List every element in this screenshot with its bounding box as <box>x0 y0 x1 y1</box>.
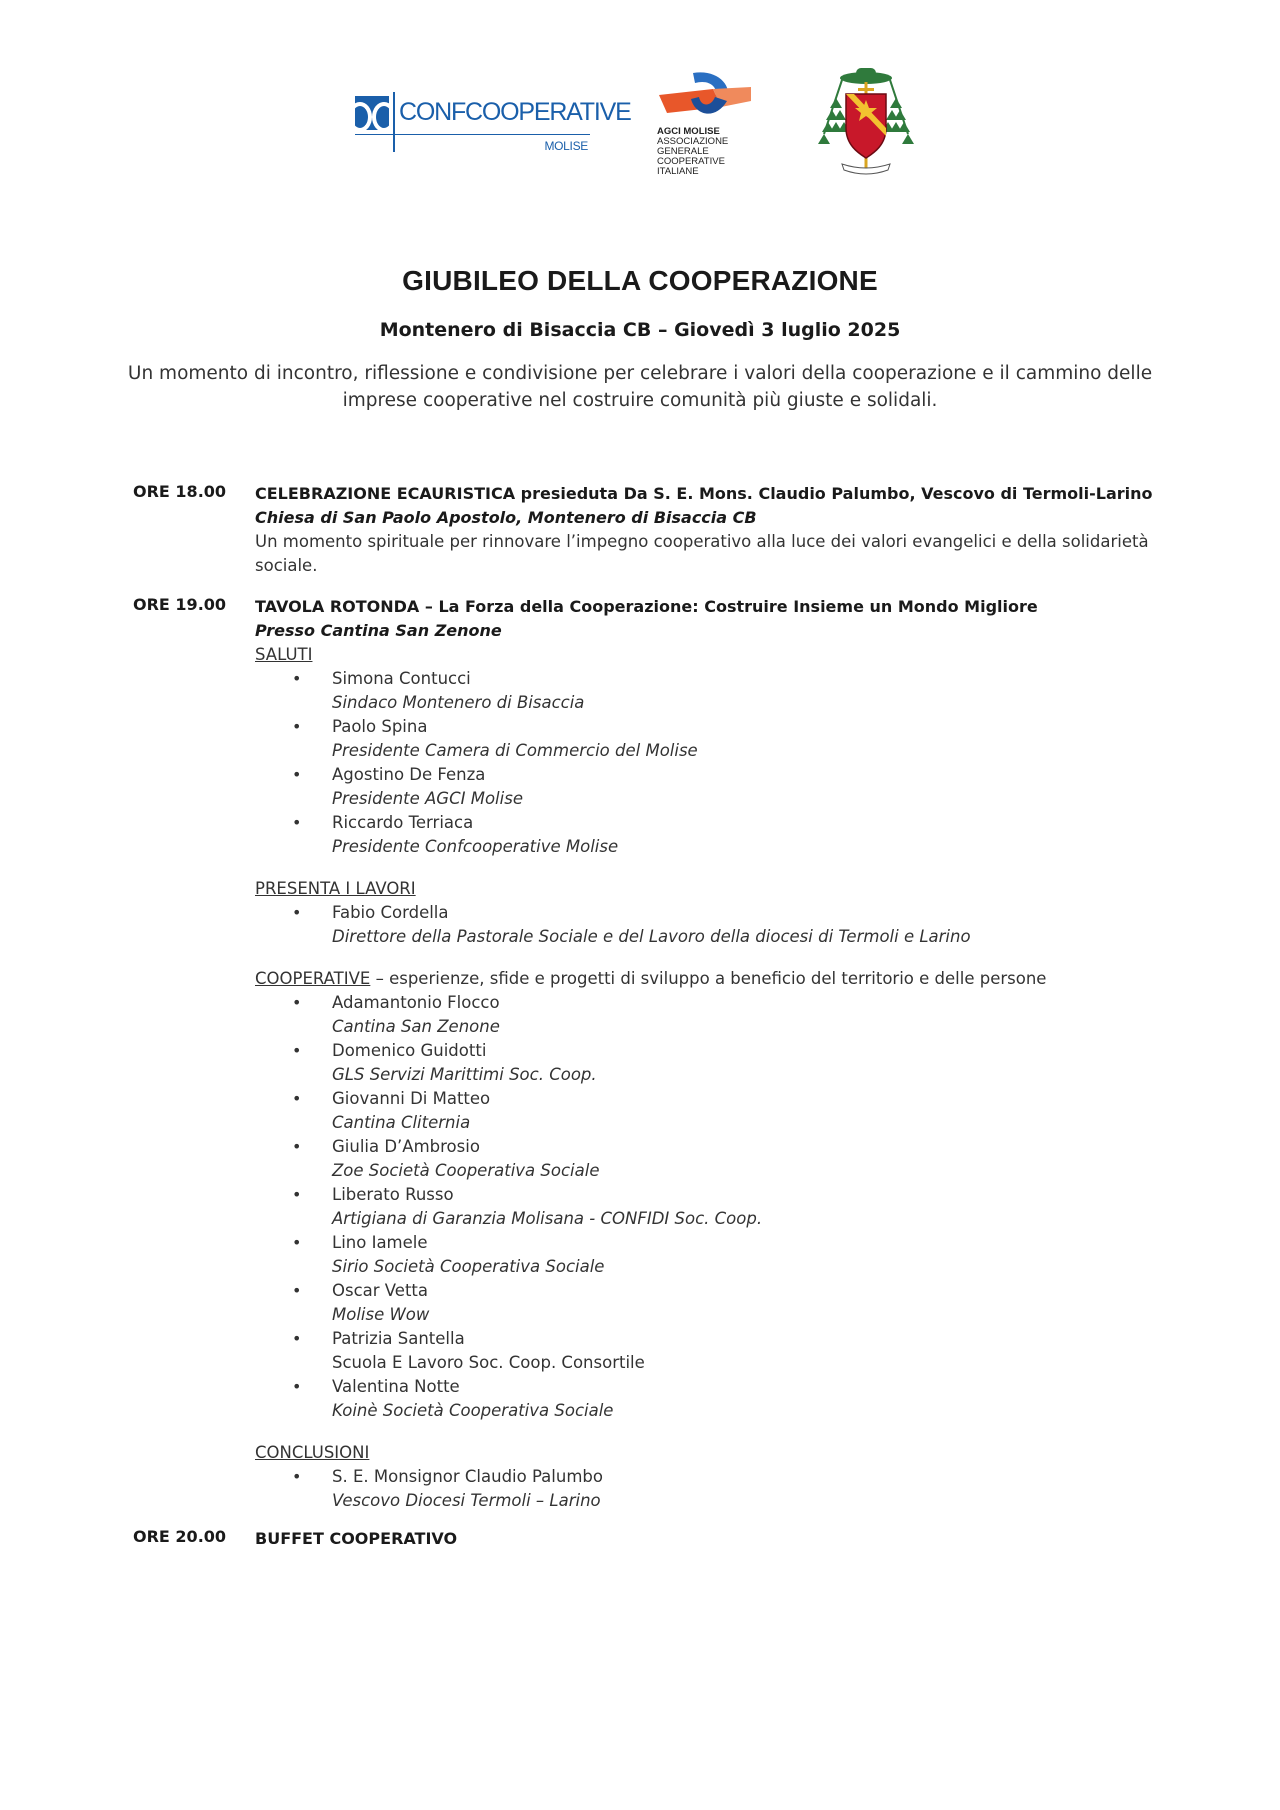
list-item <box>255 1183 1280 1231</box>
section-cooperative-desc: – esperienze, sfide e progetti di sviluppo a beneficio del territorio e delle persone <box>370 969 1047 988</box>
time-label: ORE 20.00 <box>133 1527 227 1546</box>
person-role: Zoe Società Cooperativa Sociale <box>332 1161 600 1180</box>
list-item <box>255 1375 1280 1423</box>
person-role: Vescovo Diocesi Termoli – Larino <box>332 1491 601 1510</box>
program-item-1900 <box>0 595 1280 1513</box>
page-title: GIUBILEO DELLA COOPERAZIONE <box>402 265 878 296</box>
presenta-list <box>255 901 1280 949</box>
section-label-saluti: SALUTI <box>255 645 313 664</box>
person-role: Presidente Camera di Commercio del Molise <box>332 741 698 760</box>
saluti-list <box>255 667 1280 859</box>
agci-ribbon-icon <box>655 67 755 125</box>
person-role: Cantina San Zenone <box>332 1017 500 1036</box>
person-role: Presidente Confcooperative Molise <box>332 837 619 856</box>
person-role: Koinè Società Cooperativa Sociale <box>332 1401 614 1420</box>
list-item <box>255 991 1280 1039</box>
person-name: Valentina Notte <box>332 1377 460 1396</box>
intro-paragraph: Un momento di incontro, riflessione e condivisione per celebrare i valori della cooperazione e il cammino delle imprese cooperative nel costruire comunità più giuste e solidali. <box>127 363 1153 411</box>
confcooperative-wordmark: CONFCOOPERATIVE <box>399 98 631 126</box>
list-item <box>255 1465 1280 1513</box>
cooperative-list <box>255 991 1280 1423</box>
item-description: Un momento spirituale per rinnovare l’impegno cooperativo alla luce dei valori evangelici e della solidarietà sociale. <box>255 532 1149 575</box>
section-label-presenta: PRESENTA I LAVORI <box>255 879 416 898</box>
person-name: Paolo Spina <box>332 717 428 736</box>
item-heading: CELEBRAZIONE ECAURISTICA presieduta Da S. E. Mons. Claudio Palumbo, Vescovo di Termoli-Larino <box>255 484 1153 503</box>
person-name: Riccardo Terriaca <box>332 813 474 832</box>
person-name: S. E. Monsignor Claudio Palumbo <box>332 1467 603 1486</box>
bishop-coat-of-arms-icon <box>816 64 916 184</box>
person-role: GLS Servizi Marittimi Soc. Coop. <box>332 1065 597 1084</box>
person-role: Cantina Cliternia <box>332 1113 471 1132</box>
person-name: Patrizia Santella <box>332 1329 465 1348</box>
person-name: Domenico Guidotti <box>332 1041 487 1060</box>
confcooperative-region: MOLISE <box>544 139 588 153</box>
confcooperative-logo <box>355 92 631 156</box>
logo-bar <box>0 62 1280 192</box>
event-location-date: Montenero di Bisaccia CB – Giovedì 3 luglio 2025 <box>379 319 901 341</box>
person-role: Presidente AGCI Molise <box>332 789 523 808</box>
list-item <box>255 1327 1280 1375</box>
person-role: Direttore della Pastorale Sociale e del Lavoro della diocesi di Termoli e Larino <box>332 927 971 946</box>
section-cooperative-header <box>255 967 1280 991</box>
item-heading: TAVOLA ROTONDA – La Forza della Cooperazione: Costruire Insieme un Mondo Migliore <box>255 597 1038 616</box>
program-item-1800 <box>0 482 1280 578</box>
person-name: Fabio Cordella <box>332 903 449 922</box>
person-name: Giovanni Di Matteo <box>332 1089 491 1108</box>
list-item <box>255 1135 1280 1183</box>
list-item <box>255 1087 1280 1135</box>
person-role: Artigiana di Garanzia Molisana - CONFIDI Soc. Coop. <box>332 1209 763 1228</box>
list-item <box>255 1039 1280 1087</box>
list-item <box>255 901 1280 949</box>
list-item <box>255 763 1280 811</box>
conclusioni-list <box>255 1465 1280 1513</box>
person-name: Oscar Vetta <box>332 1281 429 1300</box>
confcooperative-mark-icon <box>355 96 389 130</box>
item-heading: BUFFET COOPERATIVO <box>255 1529 458 1548</box>
person-name: Liberato Russo <box>332 1185 454 1204</box>
time-label: ORE 18.00 <box>133 482 227 501</box>
section-label-conclusioni: CONCLUSIONI <box>255 1443 370 1462</box>
item-place: Presso Cantina San Zenone <box>255 621 502 640</box>
program-schedule <box>0 482 1280 1551</box>
item-place: Chiesa di San Paolo Apostolo, Montenero di Bisaccia CB <box>255 508 757 527</box>
time-label: ORE 19.00 <box>133 595 227 614</box>
person-name: Adamantonio Flocco <box>332 993 500 1012</box>
person-name: Agostino De Fenza <box>332 765 486 784</box>
person-role: Molise Wow <box>332 1305 430 1324</box>
agci-text: AGCI MOLISE ASSOCIAZIONE GENERALE COOPERATIVE ITALIANE <box>657 126 729 177</box>
agci-logo <box>655 67 765 187</box>
person-role: Sindaco Montenero di Bisaccia <box>332 693 585 712</box>
person-role: Sirio Società Cooperativa Sociale <box>332 1257 605 1276</box>
program-item-2000 <box>0 1527 1280 1551</box>
person-name: Lino Iamele <box>332 1233 428 1252</box>
list-item <box>255 1279 1280 1327</box>
list-item <box>255 715 1280 763</box>
person-name: Giulia D’Ambrosio <box>332 1137 480 1156</box>
section-label-cooperative: COOPERATIVE <box>255 969 371 988</box>
person-name: Simona Contucci <box>332 669 471 688</box>
list-item <box>255 667 1280 715</box>
list-item <box>255 1231 1280 1279</box>
person-role: Scuola E Lavoro Soc. Coop. Consortile <box>332 1353 645 1372</box>
list-item <box>255 811 1280 859</box>
